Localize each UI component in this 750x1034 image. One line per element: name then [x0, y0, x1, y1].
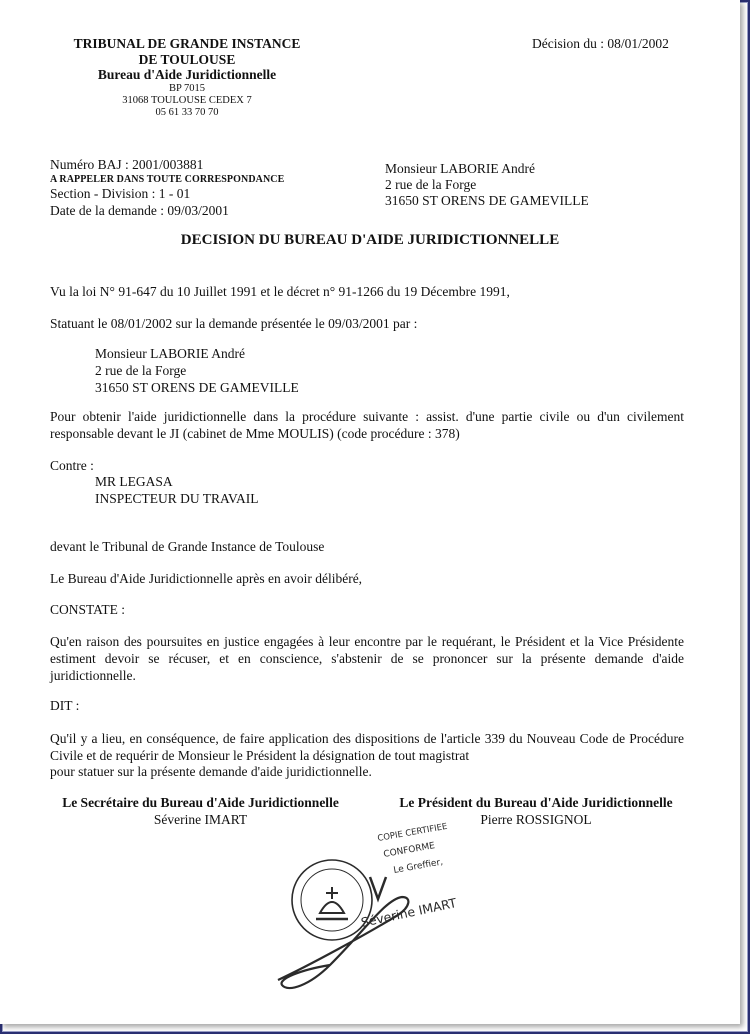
secretary-title: Le Secrétaire du Bureau d'Aide Juridictionnelle [62, 795, 339, 810]
reference-block [50, 157, 284, 220]
certified-copy-stamp [270, 815, 460, 1005]
ruling-statement: Statuant le 08/01/2002 sur la demande présentée le 09/03/2001 par : [50, 316, 418, 331]
court-name: TRIBUNAL DE GRANDE INSTANCE [73, 36, 301, 51]
applicant-street: 2 rue de la Forge [95, 362, 187, 378]
recipient-city: 31650 ST ORENS DE GAMEVILLE [385, 193, 589, 209]
against-label: Contre : [50, 458, 94, 473]
correspondence-notice: A RAPPELER DANS TOUTE CORRESPONDANCE [50, 173, 285, 185]
court-city: DE TOULOUSE [138, 51, 236, 67]
official-seal-icon [270, 815, 460, 1005]
court-location: devant le Tribunal de Grande Instance de Toulouse [50, 539, 325, 554]
applicant-city: 31650 ST ORENS DE GAMEVILLE [95, 379, 299, 395]
applicant-address [95, 346, 299, 397]
court-postal: 31068 TOULOUSE CEDEX 7 [122, 94, 252, 106]
stamp-line-3: Le Greffier, [392, 857, 444, 876]
court-header [62, 36, 312, 119]
constate-text: Qu'en raison des poursuites en justice engagées à leur encontre par le requérant, le Président et la Vice Présidente estiment devoir se récuser, et en conscience, s'abstenir de se prononcer sur la présente demande d'aide juridictionnelle. [50, 634, 684, 683]
dit-text: Qu'il y a lieu, en conséquence, de faire application des dispositions de l'article 339 du Nouveau Code de Procédure Civile et de requérir de Monsieur le Président la désignation de tout magistrat [50, 731, 684, 763]
opposing-party [95, 474, 259, 508]
applicant-name: Monsieur LABORIE André [95, 346, 245, 361]
request-date: Date de la demande : 09/03/2001 [50, 203, 229, 219]
bureau-name: Bureau d'Aide Juridictionnelle [97, 67, 277, 83]
law-reference: Vu la loi N° 91-647 du 10 Juillet 1991 et le décret n° 91-1266 du 19 Décembre 1991, [50, 284, 510, 299]
stamp-line-2: CONFORME [382, 841, 436, 860]
recipient-street: 2 rue de la Forge [385, 177, 477, 193]
document-title: DECISION DU BUREAU D'AIDE JURIDICTIONNELLE [180, 232, 560, 248]
baj-number: Numéro BAJ : 2001/003881 [50, 157, 204, 172]
constate-heading: CONSTATE : [50, 602, 126, 617]
opposing-role: INSPECTEUR DU TRAVAIL [95, 490, 259, 506]
dit-heading: DIT : [50, 698, 80, 713]
court-bp: BP 7015 [168, 82, 206, 94]
dit-text-end: pour statuer sur la présente demande d'aide juridictionnelle. [50, 764, 372, 779]
recipient-address [385, 161, 589, 210]
president-title: Le Président du Bureau d'Aide Juridictionnelle [399, 795, 673, 810]
president-name: Pierre ROSSIGNOL [480, 811, 592, 827]
deliberation-statement: Le Bureau d'Aide Juridictionnelle après en avoir délibéré, [50, 571, 363, 586]
secretary-name: Séverine IMART [153, 811, 248, 827]
procedure-purpose: Pour obtenir l'aide juridictionnelle dans la procédure suivante : assist. d'une partie civile ou d'un civilement responsable devant le JI (cabinet de Mme MOULIS) (code procédure : 378) [50, 409, 684, 441]
stamp-name: Séverine IMART [359, 895, 458, 930]
decision-date: Décision du : 08/01/2002 [532, 36, 669, 51]
opposing-name: MR LEGASA [95, 474, 173, 489]
recipient-name: Monsieur LABORIE André [385, 161, 535, 176]
section-division: Section - Division : 1 - 01 [50, 186, 191, 202]
stamp-line-1: COPIE CERTIFIEE [376, 821, 449, 844]
court-phone: 05 61 33 70 70 [155, 106, 219, 118]
